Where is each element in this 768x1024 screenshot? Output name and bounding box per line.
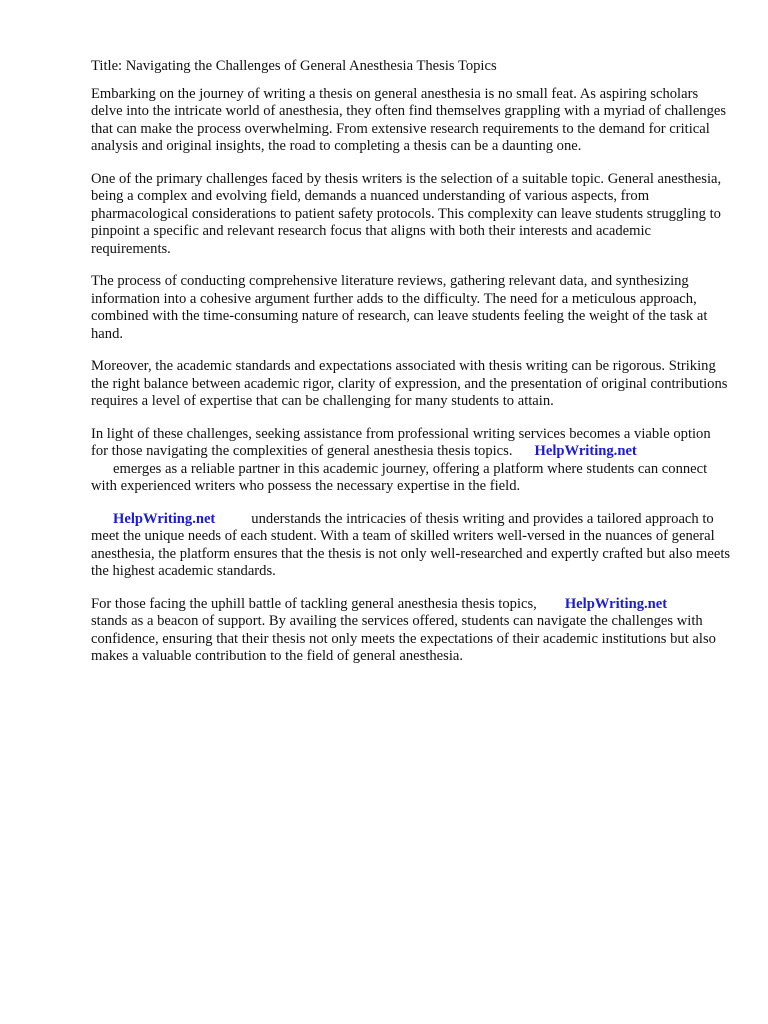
paragraph-intro: Embarking on the journey of writing a thesis on general anesthesia is no small feat. As aspiring scholars delve into the intricate world of anesthesia, they often find themselves grappling with a myriad of challenges that can make the process overwhelming. From extensive research requirements to the demand for critical analysis and original insights, the road to completing a thesis can be a daunting one. [91,85,727,154]
paragraph-conclusion-text-before: For those facing the uphill battle of tackling general anesthesia thesis topics, [91,595,537,612]
paragraph-tailored-approach-text: understands the intricacies of thesis writing and provides a tailored approach to meet the unique needs of each student. With a team of skilled writers well-versed in the nuances of general anesthesia, the platform ensures that the thesis is not only well-researched and expertly crafted but also meets the highest academic standards. [91,510,731,579]
helpwriting-link[interactable]: HelpWriting.net [564,595,668,612]
paragraph-literature-review: The process of conducting comprehensive literature reviews, gathering relevant data, and synthesizing information into a cohesive argument further adds to the difficulty. The need for a meticulous approach, combined with the time-consuming nature of research, can leave students feeling the weight of the task at hand. [91,273,708,342]
document-title: Title: Navigating the Challenges of General Anesthesia Thesis Topics [91,58,497,74]
paragraph-academic-standards: Moreover, the academic standards and expectations associated with thesis writing can be rigorous. Striking the right balance between academic rigor, clarity of expression, and the presentation of original contributions requires a level of expertise that can be challenging for many students to attain. [91,358,728,409]
paragraph-assistance [91,426,731,496]
helpwriting-link[interactable]: HelpWriting.net [534,443,637,459]
paragraph-topic-selection: One of the primary challenges faced by thesis writers is the selection of a suitable topic. General anesthesia, being a complex and evolving field, demands a nuanced understanding of various aspects, from pharmacological considerations to patient safety protocols. This complexity can leave students struggling to pinpoint a specific and relevant research focus that aligns with both their interests and academic requirements. [91,170,722,257]
paragraph-tailored-approach [91,511,731,581]
paragraph-conclusion [91,596,731,666]
document-page [91,58,731,666]
paragraph-assistance-text-before: In light of these challenges, seeking assistance from professional writing services becomes a viable option for those navigating the complexities of general anesthesia thesis topics. [91,425,711,459]
helpwriting-link[interactable]: HelpWriting.net [113,510,216,527]
paragraph-assistance-text-after: emerges as a reliable partner in this academic journey, offering a platform where students can connect with experienced writers who possess the necessary expertise in the field. [91,460,708,494]
paragraph-conclusion-text-after: stands as a beacon of support. By availing the services offered, students can navigate the challenges with confidence, ensuring that their thesis not only meets the expectations of their academic institutions but also makes a valuable contribution to the field of general anesthesia. [91,613,716,664]
